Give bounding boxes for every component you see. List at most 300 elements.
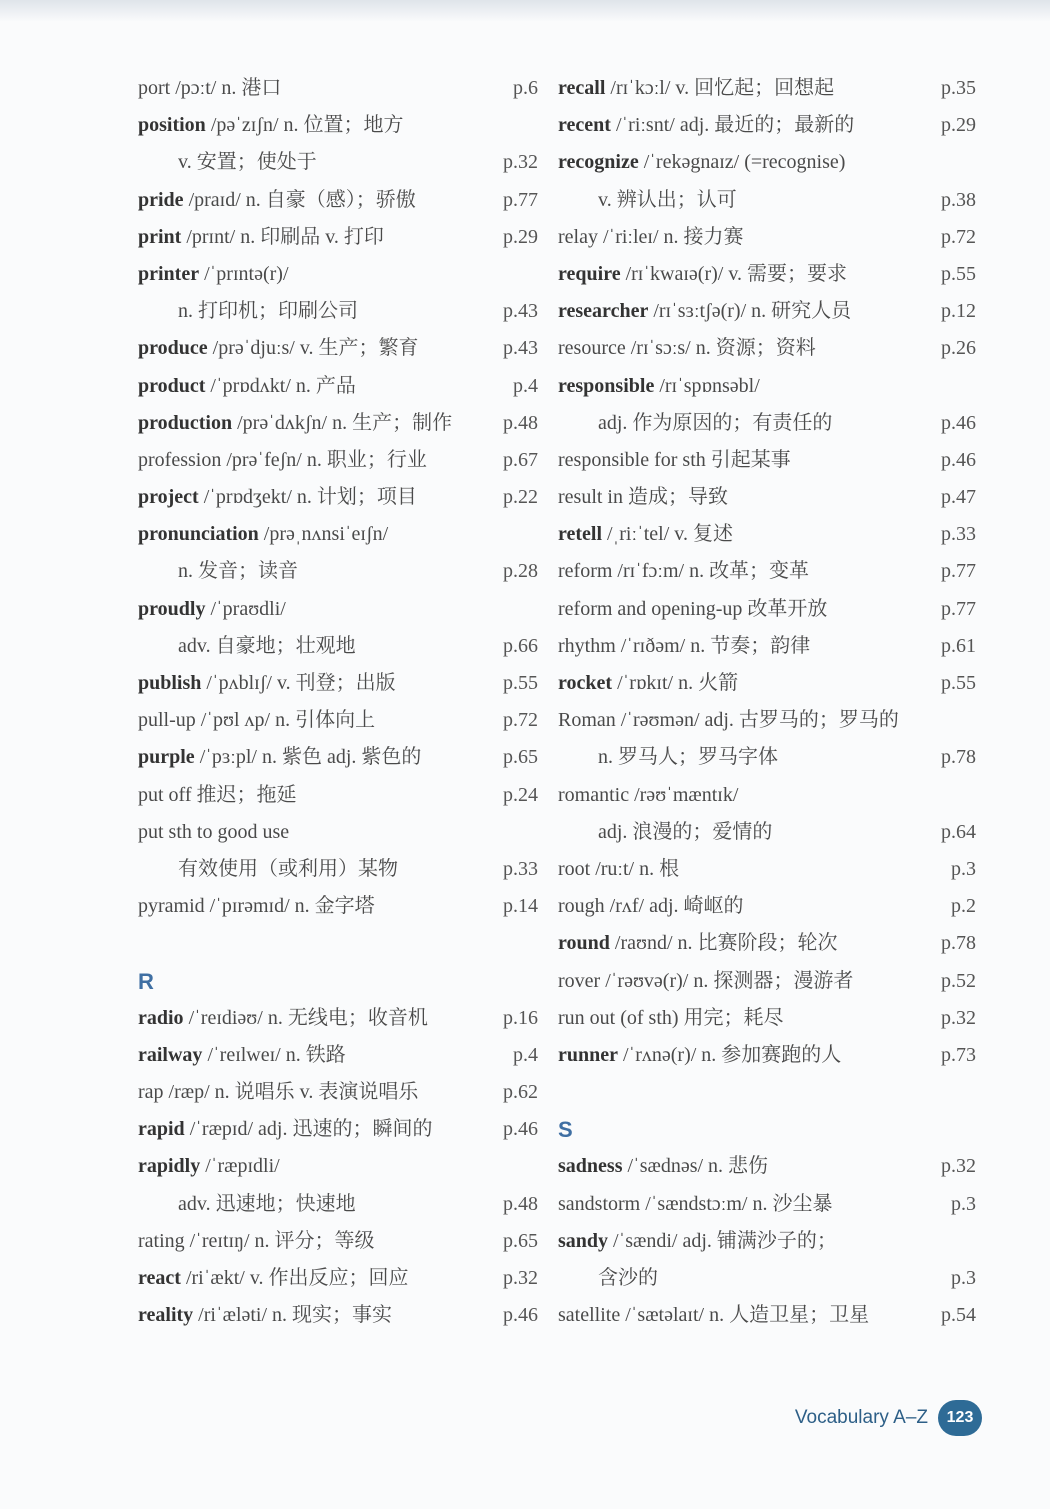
entry-definition: /rʌf/ adj. 崎岖的 (604, 895, 744, 918)
entry-definition: /ˈrɒkɪt/ n. 火箭 (612, 672, 739, 694)
entry-headword: satellite (558, 1304, 621, 1327)
entry-page-ref: p.52 (941, 969, 976, 992)
entry-text (138, 449, 427, 471)
vocab-entry (558, 851, 976, 888)
entry-page-ref: p.24 (503, 783, 538, 806)
entry-page-ref: p.33 (503, 857, 538, 880)
entry-headword: publish (138, 672, 202, 694)
page-number-badge: 123 (938, 1400, 982, 1436)
entry-definition: /rɪˈsɜːtʃə(r)/ n. 研究人员 (648, 300, 852, 323)
entry-definition: 造成；导致 (623, 486, 728, 509)
entry-headword: require (558, 262, 621, 285)
entry-definition: /praɪd/ n. 自豪（感）；骄傲 (183, 188, 416, 211)
vocab-entry (558, 405, 976, 442)
entry-text (558, 523, 733, 545)
vocab-entry (558, 777, 958, 814)
vocab-entry (558, 107, 976, 144)
vocab-entry (138, 777, 538, 814)
entry-headword: pride (138, 188, 184, 211)
entry-text (138, 226, 384, 248)
entry-text (558, 300, 851, 322)
entry-headword: pull-up (138, 709, 196, 732)
entry-text (558, 226, 744, 248)
vocab-entry (558, 1297, 976, 1334)
entry-text (558, 746, 778, 768)
entry-page-ref: p.77 (941, 597, 976, 620)
entry-text (558, 114, 854, 136)
entry-headword: recall (558, 77, 606, 99)
entry-definition: /ˈrʌnə(r)/ n. 参加赛跑的人 (618, 1043, 842, 1066)
entry-headword: relay (558, 225, 598, 248)
entry-headword: react (138, 1267, 181, 1289)
entry-definition: adj. 作为原因的；有责任的 (598, 411, 833, 434)
entry-page-ref: p.62 (503, 1081, 538, 1104)
vocab-entry (138, 1111, 538, 1148)
page-top-shadow (0, 0, 1050, 22)
entry-definition: /prəˌnʌnsiˈeɪʃn/ (258, 523, 389, 546)
vocab-entry (138, 479, 538, 516)
entry-definition: /riˈækt/ v. 作出反应；回应 (180, 1267, 409, 1289)
entry-page-ref: p.72 (503, 709, 538, 732)
entry-page-ref: p.32 (503, 151, 538, 174)
right-column (558, 70, 976, 1334)
vocab-entry (138, 591, 538, 628)
entry-text (558, 858, 679, 880)
entry-page-ref: p.72 (941, 225, 976, 248)
entry-definition: /ˈrekəgnaɪz/ (=recognise) (638, 151, 846, 174)
vocab-entry (138, 516, 538, 553)
entry-definition: /ˈsændi/ adj. 铺满沙子的； (608, 1229, 837, 1252)
entry-headword: purple (138, 746, 195, 769)
entry-page-ref: p.48 (503, 1192, 538, 1215)
vocab-entry (558, 368, 958, 405)
vocab-entry (558, 963, 976, 1000)
entry-page-ref: p.16 (503, 1006, 538, 1029)
vocab-entry (558, 665, 976, 702)
entry-definition: /ˈrəʊvə(r)/ n. 探测器；漫游者 (600, 969, 854, 992)
entry-text (138, 1044, 346, 1066)
entry-text (558, 970, 853, 992)
entry-headword: print (138, 225, 182, 248)
entry-text (138, 635, 356, 657)
entry-headword: sandstorm (558, 1192, 641, 1215)
section-gap (138, 925, 538, 962)
section-gap (558, 1074, 958, 1111)
entry-page-ref: p.32 (503, 1267, 538, 1289)
entry-page-ref: p.78 (941, 932, 976, 955)
entry-page-ref: p.32 (941, 1006, 976, 1029)
entry-headword: proudly (138, 597, 206, 620)
entry-text (138, 709, 375, 731)
entry-page-ref: p.67 (503, 448, 538, 471)
entry-definition: /ˈpɜːpl/ n. 紫色 adj. 紫色的 (194, 746, 422, 769)
entry-text (138, 598, 286, 620)
entry-text (138, 151, 317, 173)
entry-page-ref: p.3 (951, 1267, 976, 1289)
entry-text (558, 635, 810, 657)
entry-page-ref: p.2 (951, 895, 976, 918)
entry-page-ref: p.46 (503, 1304, 538, 1327)
entry-text (558, 895, 744, 917)
entry-page-ref: p.4 (513, 374, 538, 397)
entry-text (558, 412, 832, 434)
entry-page-ref: p.4 (513, 1043, 538, 1066)
entry-page-ref: p.26 (941, 337, 976, 360)
entry-text (138, 560, 298, 582)
entry-definition: n. 打印机；印刷公司 (178, 300, 358, 323)
entry-headword: project (138, 486, 199, 509)
entry-text (138, 1081, 418, 1103)
vocab-entry (558, 256, 976, 293)
page-footer (795, 1398, 982, 1438)
vocab-entry (138, 553, 538, 590)
entry-page-ref: p.43 (503, 300, 538, 323)
entry-page-ref: p.65 (503, 746, 538, 769)
entry-headword: rating (138, 1229, 185, 1252)
entry-definition: n. 罗马人；罗马字体 (598, 746, 778, 769)
letter-heading-row (558, 1111, 958, 1148)
entry-page-ref: p.64 (941, 820, 976, 843)
entry-headword: radio (138, 1006, 184, 1029)
entry-headword: position (138, 114, 206, 137)
entry-text (558, 1304, 869, 1326)
entry-definition: 含沙的 (598, 1267, 658, 1289)
vocab-entry (138, 330, 538, 367)
entry-text (138, 375, 356, 397)
entry-definition: /pəˈzɪʃn/ n. 位置；地方 (205, 114, 404, 137)
entry-definition: v. 辨认出；认可 (598, 188, 737, 211)
entry-page-ref: p.65 (503, 1229, 538, 1252)
entry-headword: rhythm (558, 634, 616, 657)
entry-definition: 用完；耗尽 (678, 1006, 784, 1029)
entry-definition: adv. 迅速地；快速地 (178, 1192, 356, 1215)
entry-headword: retell (558, 523, 603, 546)
entry-definition: 改革开放 (742, 597, 828, 620)
vocab-entry (138, 1260, 538, 1297)
vocab-entry (138, 1074, 538, 1111)
entry-definition: /ˈpʊl ʌp/ n. 引体向上 (195, 709, 376, 732)
entry-headword: rapidly (138, 1155, 201, 1178)
entry-definition: /ˈriːleɪ/ n. 接力赛 (597, 225, 744, 248)
entry-headword: researcher (558, 300, 649, 323)
entry-page-ref: p.22 (503, 486, 538, 509)
entry-text (138, 858, 398, 880)
vocab-entry (138, 1000, 538, 1037)
entry-text (138, 821, 289, 843)
entry-definition: adv. 自豪地；壮观地 (178, 634, 356, 657)
entry-page-ref: p.55 (941, 672, 976, 694)
entry-page-ref: p.29 (941, 114, 976, 137)
entry-definition: /ˈpʌblɪʃ/ v. 刊登；出版 (201, 672, 396, 694)
entry-page-ref: p.14 (503, 895, 538, 918)
entry-text (558, 1230, 837, 1252)
entry-page-ref: p.47 (941, 486, 976, 509)
entry-definition: /rɪˈkɔːl/ v. 回忆起；回想起 (605, 77, 835, 99)
entry-headword: profession (138, 448, 222, 471)
entry-page-ref: p.43 (503, 337, 538, 360)
entry-text (558, 709, 899, 731)
entry-definition: /ˈreɪtɪŋ/ n. 评分；等级 (184, 1229, 375, 1252)
entry-text (558, 375, 760, 397)
entry-headword: port (138, 77, 171, 99)
vocab-entry (558, 553, 976, 590)
entry-page-ref: p.77 (503, 188, 538, 211)
vocab-entry (558, 1223, 958, 1260)
entry-text (138, 189, 416, 211)
vocab-entry (558, 330, 976, 367)
entry-definition: /ˈriːsnt/ adj. 最近的；最新的 (610, 114, 855, 137)
entry-text (138, 337, 419, 359)
vocab-entry (558, 1186, 976, 1223)
entry-text (558, 672, 738, 694)
entry-text (138, 77, 281, 99)
vocab-entry (558, 702, 958, 739)
entry-definition: /riˈæləti/ n. 现实；事实 (193, 1304, 393, 1327)
entry-definition: 有效使用（或利用）某物 (178, 857, 398, 880)
entry-text (138, 895, 375, 917)
vocab-entry (558, 182, 976, 219)
entry-headword: run out (of sth) (558, 1006, 679, 1029)
entry-text (138, 1230, 375, 1252)
vocab-entry (558, 814, 976, 851)
entry-definition: /ˈprɒdʌkt/ n. 产品 (205, 374, 356, 397)
entry-definition: /ˈrɪðəm/ n. 节奏；韵律 (615, 634, 811, 657)
vocab-entry (138, 1037, 538, 1074)
entry-headword: sandy (558, 1229, 609, 1252)
entry-headword: reform (558, 560, 613, 583)
entry-headword: reform and opening-up (558, 597, 743, 620)
entry-definition: /ˈsændstɔːm/ n. 沙尘暴 (640, 1192, 833, 1215)
vocab-entry (138, 814, 538, 851)
entry-page-ref: p.29 (503, 225, 538, 248)
vocab-entry (138, 293, 538, 330)
entry-definition: /rɪˈfɔːm/ n. 改革；变革 (612, 560, 810, 583)
vocab-entry (558, 1037, 976, 1074)
entry-headword: rough (558, 895, 605, 918)
entry-headword: resource (558, 337, 626, 360)
entry-text (558, 1007, 784, 1029)
vocab-entry (558, 739, 976, 776)
entry-page-ref: p.12 (941, 300, 976, 323)
entry-definition: 引起某事 (705, 448, 791, 471)
vocab-entry (558, 70, 976, 107)
vocab-entry (138, 144, 538, 181)
entry-text (558, 449, 791, 471)
entry-definition: /prəˈfeʃn/ n. 职业；行业 (221, 448, 427, 471)
entry-text (138, 1304, 392, 1326)
entry-text (138, 746, 421, 768)
vocab-entry (138, 888, 538, 925)
entry-headword: production (138, 411, 233, 434)
entry-headword: responsible for sth (558, 448, 706, 471)
entry-text (138, 523, 388, 545)
entry-definition: /ræp/ n. 说唱乐 v. 表演说唱乐 (163, 1081, 419, 1104)
vocab-entry (558, 888, 976, 925)
entry-definition: /pɔːt/ n. 港口 (170, 77, 282, 99)
vocab-entry (138, 368, 538, 405)
entry-definition: /ˈprɪntə(r)/ (199, 262, 289, 285)
entry-definition: v. 安置；使处于 (178, 151, 317, 174)
vocab-entry (558, 1260, 976, 1297)
entry-page-ref: p.48 (503, 411, 538, 434)
vocab-entry (558, 1000, 976, 1037)
entry-text (138, 1193, 356, 1215)
entry-page-ref: p.6 (513, 77, 538, 99)
entry-definition: /ˈreɪlweɪ/ n. 铁路 (202, 1043, 346, 1066)
entry-page-ref: p.66 (503, 634, 538, 657)
entry-page-ref: p.61 (941, 634, 976, 657)
entry-page-ref: p.38 (941, 188, 976, 211)
letter-heading: S (558, 1117, 573, 1143)
entry-headword: romantic (558, 783, 630, 806)
vocab-entry (558, 144, 958, 181)
entry-page-ref: p.55 (503, 672, 538, 694)
entry-headword: runner (558, 1043, 618, 1066)
entry-text (558, 151, 845, 173)
entry-headword: railway (138, 1043, 203, 1066)
vocab-entry (558, 628, 976, 665)
entry-definition: /prɪnt/ n. 印刷品 v. 打印 (181, 225, 384, 248)
entry-text (558, 932, 838, 954)
entry-definition: /ˌriːˈtel/ v. 复述 (602, 523, 733, 546)
vocab-entry (138, 702, 538, 739)
entry-headword: recognize (558, 151, 639, 174)
entry-headword: put off (138, 783, 192, 806)
vocab-entry (558, 516, 976, 553)
entry-text (558, 486, 728, 508)
vocab-entry (138, 405, 538, 442)
vocab-entry (558, 1148, 976, 1185)
entry-page-ref: p.78 (941, 746, 976, 769)
vocab-entry (138, 1148, 538, 1185)
vocab-entry (138, 256, 538, 293)
entry-definition: /ˈsætəlaɪt/ n. 人造卫星；卫星 (620, 1304, 870, 1327)
entry-headword: recent (558, 114, 611, 137)
entry-definition: /ˈpraʊdli/ (205, 597, 286, 620)
vocab-entry (138, 628, 538, 665)
entry-text (558, 1193, 832, 1215)
entry-headword: reality (138, 1304, 194, 1327)
entry-text (138, 1267, 409, 1289)
entry-definition: /ˈsædnəs/ n. 悲伤 (622, 1155, 769, 1178)
vocab-entry (558, 442, 976, 479)
entry-text (558, 263, 847, 285)
letter-heading-row (138, 963, 538, 1000)
entry-headword: rocket (558, 672, 613, 694)
entry-text (558, 337, 816, 359)
vocab-entry (558, 925, 976, 962)
entry-definition: /prəˈdjuːs/ v. 生产；繁育 (207, 337, 419, 360)
entry-definition: /ˈprɒdʒekt/ n. 计划；项目 (198, 486, 417, 509)
entry-definition: /ˈrəʊmən/ adj. 古罗马的；罗马的 (615, 709, 899, 732)
entry-text (138, 486, 417, 508)
vocab-entry (138, 1223, 538, 1260)
entry-page-ref: p.73 (941, 1043, 976, 1066)
entry-text (558, 77, 834, 99)
entry-definition: n. 发音；读音 (178, 560, 298, 583)
entry-page-ref: p.28 (503, 560, 538, 583)
entry-definition: /ˈræpɪdli/ (200, 1155, 280, 1178)
left-column (138, 70, 538, 1334)
entry-text (138, 412, 452, 434)
entry-text (138, 672, 396, 694)
vocab-entry (558, 479, 976, 516)
entry-page-ref: p.55 (941, 262, 976, 285)
entry-headword: pyramid (138, 895, 205, 918)
entry-definition: /prəˈdʌkʃn/ n. 生产；制作 (232, 411, 453, 434)
entry-headword: round (558, 932, 610, 955)
entry-text (558, 1155, 768, 1177)
entry-definition: /ruːt/ n. 根 (590, 857, 680, 880)
letter-heading: R (138, 968, 154, 994)
entry-headword: rapid (138, 1118, 185, 1141)
vocab-entry (138, 442, 538, 479)
entry-page-ref: p.33 (941, 523, 976, 546)
entry-page-ref: p.3 (951, 1192, 976, 1215)
entry-headword: root (558, 857, 591, 880)
entry-text (138, 300, 358, 322)
vocab-entry (138, 107, 538, 144)
entry-headword: rover (558, 969, 601, 992)
vocab-entry (138, 70, 538, 107)
entry-headword: put sth to good use (138, 820, 290, 843)
vocab-entry (138, 182, 538, 219)
entry-definition: adj. 浪漫的；爱情的 (598, 820, 773, 843)
vocab-entry (138, 739, 538, 776)
vocab-entry (138, 1186, 538, 1223)
entry-text (138, 1007, 428, 1029)
entry-headword: Roman (558, 709, 616, 732)
entry-definition: /rɪˈspɒnsəbl/ (654, 374, 760, 397)
entry-page-ref: p.46 (941, 448, 976, 471)
entry-definition: /rɪˈsɔːs/ n. 资源；资料 (625, 337, 816, 360)
vocab-entry (138, 219, 538, 256)
entry-text (138, 263, 289, 285)
vocab-entry (138, 851, 538, 888)
entry-text (558, 784, 738, 806)
entry-definition: /ˈræpɪd/ adj. 迅速的；瞬间的 (184, 1118, 433, 1141)
entry-page-ref: p.77 (941, 560, 976, 583)
entry-headword: rap (138, 1081, 164, 1104)
entry-text (558, 189, 737, 211)
entry-page-ref: p.32 (941, 1155, 976, 1178)
entry-text (138, 784, 297, 806)
vocab-entry (558, 293, 976, 330)
entry-text (138, 114, 404, 136)
entry-headword: produce (138, 337, 208, 360)
entry-text (558, 598, 827, 620)
entry-headword: result in (558, 486, 623, 509)
vocab-entry (138, 1297, 538, 1334)
entry-page-ref: p.3 (951, 857, 976, 880)
entry-headword: responsible (558, 374, 655, 397)
entry-headword: printer (138, 262, 200, 285)
vocab-entry (138, 665, 538, 702)
vocab-entry (558, 219, 976, 256)
entry-headword: product (138, 374, 206, 397)
entry-definition: /rəʊˈmæntɪk/ (629, 783, 739, 806)
entry-headword: pronunciation (138, 523, 259, 546)
entry-definition: /rɪˈkwaɪə(r)/ v. 需要；要求 (620, 262, 848, 285)
entry-text (558, 1267, 658, 1289)
entry-text (558, 821, 772, 843)
footer-section-label: Vocabulary A–Z (794, 1407, 928, 1428)
entry-text (138, 1118, 432, 1140)
entry-page-ref: p.54 (941, 1304, 976, 1327)
entry-text (558, 1044, 841, 1066)
entry-definition: /raʊnd/ n. 比赛阶段；轮次 (609, 932, 838, 955)
entry-text (558, 560, 809, 582)
